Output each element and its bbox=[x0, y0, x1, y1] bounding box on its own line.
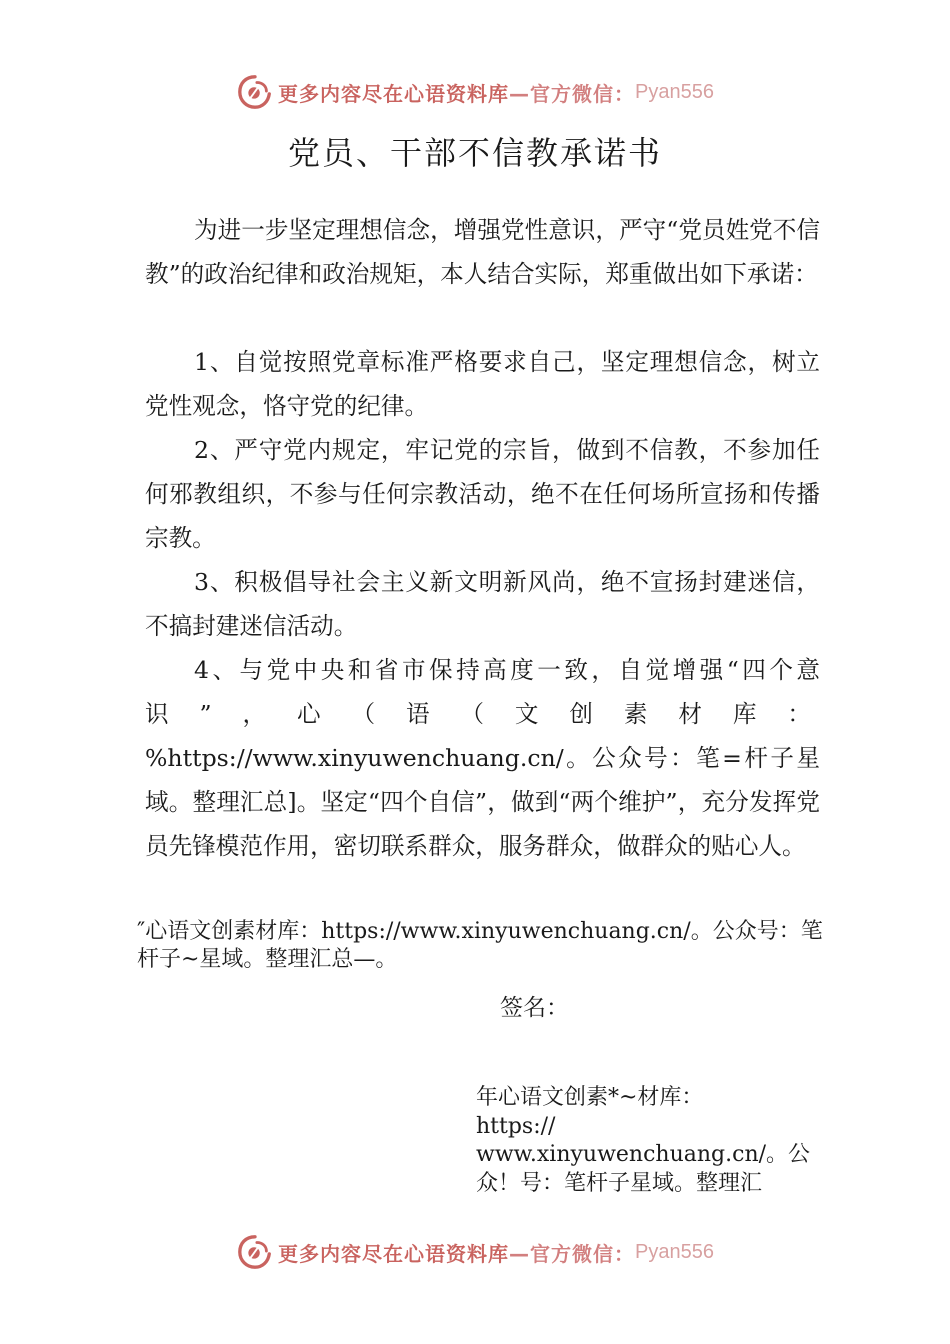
signature-label: 签名： bbox=[500, 995, 569, 1021]
pledge-item-4-rest: www.xinyuwenchuang.cn/。公众号：笔=杆子星域。整理汇总]。坚定“四个自信”，做到“两个维护”，充分发挥党员先锋模范作用，密切联系群众，服务群众，做群众的贴心人。 bbox=[145, 744, 820, 860]
pledge-item-2: 2、严守党内规定，牢记党的宗旨，做到不信教，不参加任何邪教组织，不参与任何宗教活动，绝不在任何场所宣扬和传播宗教。 bbox=[145, 436, 820, 552]
brand-logo-icon bbox=[236, 73, 274, 111]
intro-paragraph: 为进一步坚定理想信念，增强党性意识，严守“党员姓党不信教”的政治纪律和政治规矩，本人结合实际，郑重做出如下承诺： bbox=[145, 216, 820, 288]
pledge-item-4-url: %https:// bbox=[145, 744, 253, 772]
banner-wechat-label: —官方微信： bbox=[509, 81, 636, 106]
pledge-item-4-start: 4、与党中央和省市保持高度一致，自觉增强“四个意 bbox=[194, 656, 820, 684]
footer-note bbox=[476, 1084, 821, 1198]
footer-watermark-banner bbox=[0, 1232, 950, 1272]
pledge-item-4 bbox=[145, 648, 820, 868]
footer-note-line: https:// bbox=[476, 1113, 556, 1139]
brand-logo-icon bbox=[236, 1233, 274, 1271]
banner-wechat-id: Pyan556 bbox=[635, 1240, 714, 1263]
footer-note-line: www.xinyuwenchuang.cn/。公 bbox=[476, 1142, 811, 1167]
banner-wechat-label: —官方微信： bbox=[509, 1241, 636, 1266]
footer-note-line: 众！号：笔杆子星域。整理汇 bbox=[476, 1170, 763, 1196]
banner-wechat-id: Pyan556 bbox=[635, 80, 714, 103]
pledge-item-1: 1、自觉按照党章标准严格要求自己，坚定理想信念，树立党性观念，恪守党的纪律。 bbox=[145, 348, 820, 420]
document-title: 党员、干部不信教承诺书 bbox=[287, 134, 662, 172]
inline-note: ″心语文创素材库：https://www.xinyuwenchuang.cn/。公众号：笔杆子~星域。整理汇总—。 bbox=[137, 919, 823, 972]
banner-text: 更多内容尽在心语资料库 bbox=[278, 1241, 510, 1266]
header-watermark-banner bbox=[0, 72, 950, 112]
pledge-item-3: 3、积极倡导社会主义新文明新风尚，绝不宣扬封建迷信，不搞封建迷信活动。 bbox=[145, 568, 820, 640]
pledge-item-4-spread: 识”，心（语（文创素材库： bbox=[145, 700, 820, 728]
footer-note-line: 年心语文创素*~材库： bbox=[476, 1085, 704, 1110]
banner-text: 更多内容尽在心语资料库 bbox=[278, 81, 510, 106]
